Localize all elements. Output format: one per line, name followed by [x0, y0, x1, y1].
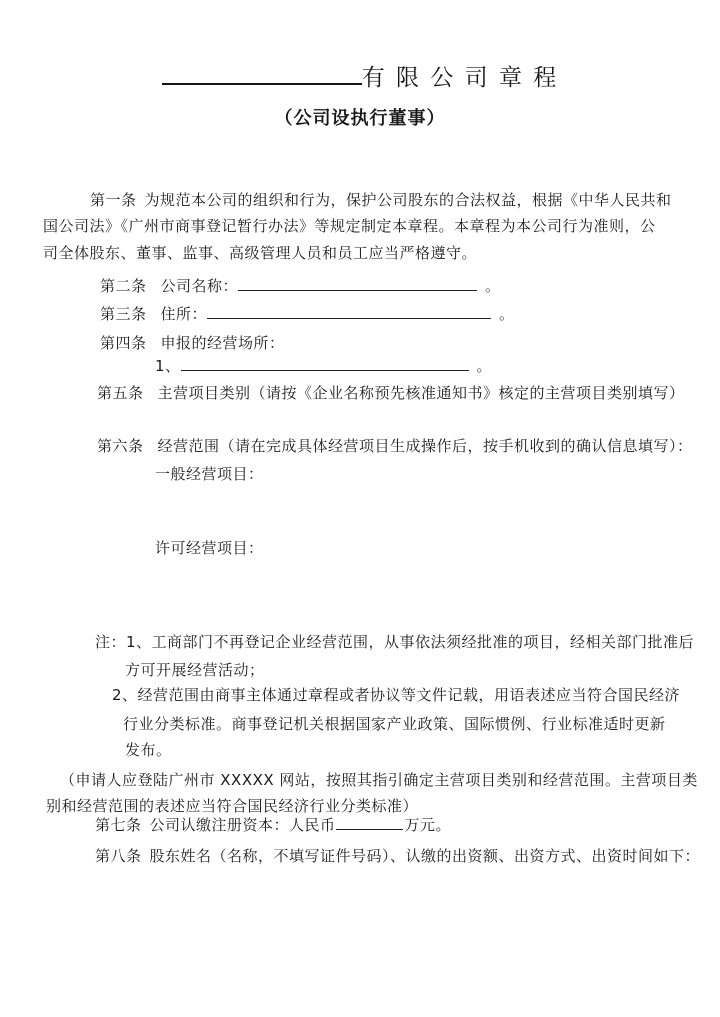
- premises-blank-1: [181, 354, 469, 371]
- article3-label: 第三条: [100, 305, 147, 323]
- article5-label: 第五条: [97, 384, 144, 402]
- article5-line: [97, 380, 685, 407]
- document-title: [0, 60, 720, 96]
- article1-line2: 国公司法》《广州市商事登记暂行办法》等规定制定本章程。本章程为本公司行为准则，公: [43, 217, 656, 235]
- article2-line: [100, 273, 501, 300]
- applicant-note-line1: （申请人应登陆广州市 XXXXX 网站，按照其指引确定主营项目类别和经营范围。主营项目类: [60, 771, 698, 789]
- article3-line: [100, 301, 515, 328]
- note-line4: 行业分类标准。商事登记机关根据国家产业政策、国际惯例、行业标准适时更新: [123, 715, 666, 733]
- document-title-text: 有 限 公 司 章 程: [361, 65, 559, 91]
- article4-item1-period: 。: [476, 357, 493, 375]
- article6-general-items-label: 一般经营项目：: [155, 465, 264, 483]
- registered-capital-blank: [336, 813, 403, 830]
- article8-line: [95, 843, 700, 870]
- article1-line1: [90, 187, 672, 214]
- article6-label: 第六条: [97, 437, 144, 455]
- article6-text: 经营范围（请在完成具体经营项目生成操作后，按手机收到的确认信息填写）：: [157, 437, 693, 455]
- article1-line1-text: 为规范本公司的组织和行为，保护公司股东的合法权益，根据《中华人民共和: [144, 191, 672, 209]
- article8-text: 股东姓名（名称，不填写证件号码）、认缴的出资额、出资方式、出资时间如下：: [149, 847, 701, 865]
- article7-line: [95, 812, 451, 839]
- address-blank: [207, 302, 491, 319]
- note-line5: 发布。: [125, 741, 172, 759]
- article3-text: 住所：: [160, 305, 208, 323]
- note-line1: 注：1、工商部门不再登记企业经营范围，从事依法须经批准的项目，经相关部门批准后: [95, 633, 695, 651]
- article3-period: 。: [499, 305, 515, 323]
- article1-label: 第一条: [90, 191, 137, 209]
- article6-line: [97, 433, 693, 460]
- article2-text: 公司名称：: [160, 277, 239, 295]
- article6-licensed-items-label: 许可经营项目：: [155, 539, 264, 557]
- article7-label: 第七条: [95, 816, 142, 834]
- article4-item1-line: [155, 353, 492, 380]
- article4-item1-prefix: 1、: [155, 357, 181, 375]
- document-subtitle: （公司设执行董事）: [274, 108, 446, 129]
- article4-label: 第四条: [100, 334, 147, 352]
- article8-label: 第八条: [95, 847, 142, 865]
- note-line3: 2、经营范围由商事主体通过章程或者协议等文件记载，用语表述应当符合国民经济: [112, 686, 681, 704]
- article4-text: 申报的经营场所：: [160, 334, 285, 352]
- article2-period: 。: [485, 277, 501, 295]
- note-line2: 方可开展经营活动；: [125, 661, 265, 679]
- article5-text: 主营项目类别（请按《企业名称预先核准通知书》核定的主营项目类别填写）: [157, 384, 685, 402]
- article1-line3: 司全体股东、董事、监事、高级管理人员和员工应当严格遵守。: [43, 244, 478, 262]
- title-company-name-blank: [162, 83, 362, 85]
- article7-suffix: 万元。: [404, 816, 452, 834]
- applicant-note-line2: 别和经营范围的表述应当符合国民经济行业分类标准）: [46, 797, 419, 815]
- company-name-blank: [238, 274, 477, 291]
- article2-label: 第二条: [100, 277, 147, 295]
- article7-text: 公司认缴注册资本：人民币: [149, 816, 336, 834]
